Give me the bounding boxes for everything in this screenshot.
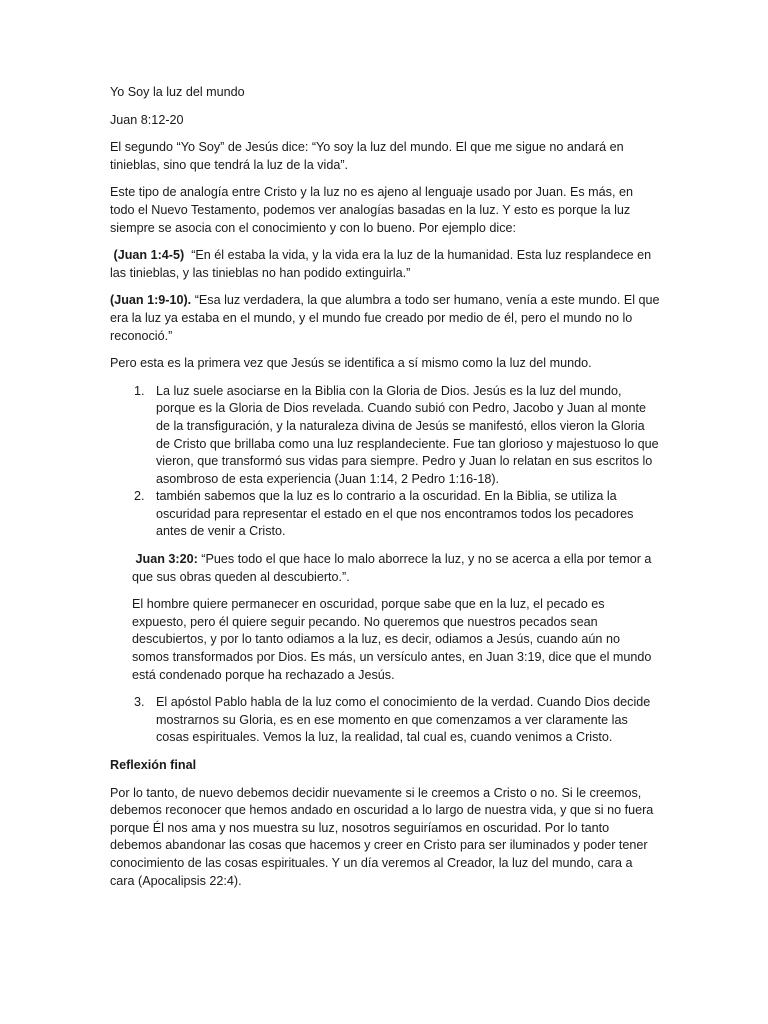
quote-text: “Pues todo el que hace lo malo aborrece la luz, y no se acerca a ella por temor a que sus obras queden al descubierto.”. xyxy=(132,552,652,584)
final-heading: Reflexión final xyxy=(110,758,197,772)
quote-reference: (Juan 1:9-10). xyxy=(110,293,192,308)
analogy-paragraph: Este tipo de analogía entre Cristo y la luz no es ajeno al lenguaje usado por Juan. Es más, en todo el Nuevo Testamento, podemos ver analogías basadas en la luz. Y esto es porque la luz siempre se asocia con el conocimiento y con lo bueno. Por ejemplo dice: xyxy=(110,185,633,235)
list-number: 2. xyxy=(134,489,145,504)
list-number: 1. xyxy=(134,383,145,398)
quote-reference: (Juan 1:4-5) xyxy=(113,248,185,263)
quote-text: “Esa luz verdadera, la que alumbra a todo ser humano, venía a este mundo. El que era la luz ya estaba en el mundo, y el mundo fue creado por medio de él, pero el mundo no lo reconoció.” xyxy=(110,293,660,343)
quote-juan-1-4-5 xyxy=(110,247,660,282)
list-item-text: La luz suele asociarse en la Biblia con la Gloria de Dios. Jesús es la luz del mundo, porque es la Gloria de Dios revelada. Cuando subió con Pedro, Jacobo y Juan al monte de la transfiguración, y la naturaleza divina de Jesús se manifestó, ellos vieron la Gloria de Cristo que brillaba como una luz resplandeciente. Fue tan glorioso y majestuoso lo que vieron, que transformó sus vidas para siempre. Pedro y Juan lo relatan en sus escritos lo asombroso de esta experiencia (Juan 1:14, 2 Pedro 1:16-18). xyxy=(156,383,659,486)
document-title: Yo Soy la luz del mundo xyxy=(110,85,245,99)
document-page xyxy=(110,84,660,900)
final-paragraph: Por lo tanto, de nuevo debemos decidir nuevamente si le creemos a Cristo o no. Si le creemos, debemos reconocer que hemos andado en oscuridad a lo largo de nuestra vida, y que si no fuera porque Él nos ama y nos muestra su luz, nosotros seguiríamos en oscuridad. Por lo tanto debemos abandonar las cosas que hacemos y creer en Cristo para ser iluminados y poder tener conocimiento de las cosas espirituales. Y un día veremos al Creador, la luz del mundo, cara a cara (Apocalipsis 22:4). xyxy=(110,785,654,888)
quote-juan-3-20 xyxy=(110,551,660,586)
list-item xyxy=(110,488,660,541)
list-item xyxy=(110,383,660,489)
darkness-paragraph: El hombre quiere permanecer en oscuridad, porque sabe que en la luz, el pecado es expuesto, pero él quiere seguir pecando. No queremos que nuestros pecados sean descubiertos, y por lo tanto odiamos a la luz, es decir, odiamos a Jesús, cuando aún no somos transformados por Dios. Es más, un versículo antes, en Juan 3:19, dice que el mundo está condenado porque ha rechazado a Jesús. xyxy=(132,597,652,682)
numbered-list xyxy=(110,383,660,541)
intro-paragraph: El segundo “Yo Soy” de Jesús dice: “Yo soy la luz del mundo. El que me sigue no andará en tinieblas, sino que tendrá la luz de la vida”. xyxy=(110,140,624,172)
list-number: 3. xyxy=(134,695,145,710)
quote-text: “En él estaba la vida, y la vida era la luz de la humanidad. Esta luz resplandece en las tinieblas, y las tinieblas no han podido extinguirla.” xyxy=(110,248,652,280)
list-item xyxy=(110,694,660,747)
quote-juan-1-9-10 xyxy=(110,292,660,345)
first-time-paragraph: Pero esta es la primera vez que Jesús se identifica a sí mismo como la luz del mundo. xyxy=(110,356,592,371)
quote-reference: Juan 3:20: xyxy=(135,552,198,567)
list-item-text: también sabemos que la luz es lo contrario a la oscuridad. En la Biblia, se utiliza la oscuridad para representar el estado en el que nos encontramos todos los pecadores antes de venir a Cristo. xyxy=(156,489,634,539)
list-item-text: El apóstol Pablo habla de la luz como el conocimiento de la verdad. Cuando Dios decide mostrarnos su Gloria, es en ese momento en que comenzamos a ver claramente las cosas espirituales. Vemos la luz, la realidad, tal cual es, cuando venimos a Cristo. xyxy=(156,695,651,745)
scripture-reference: Juan 8:12-20 xyxy=(110,112,184,127)
numbered-list-continued xyxy=(110,694,660,747)
